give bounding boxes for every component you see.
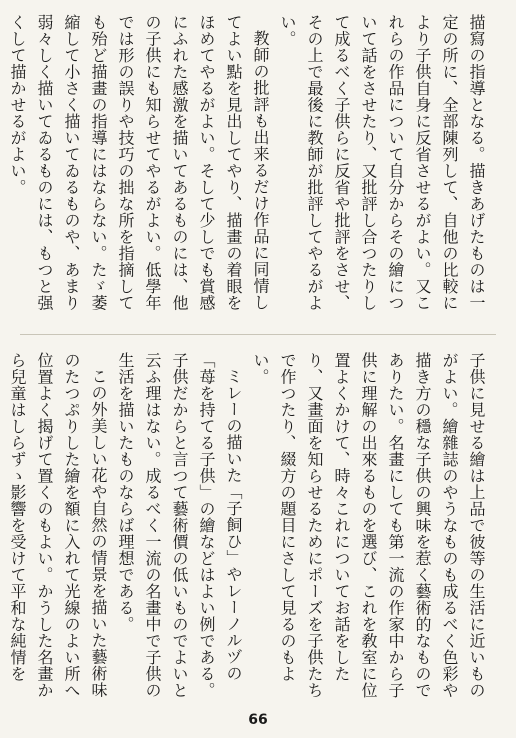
paragraph [0,14,4,314]
paragraph: 描寫の指導となる。描きあげたものは一定の所に、全部陳列して、自他の比較により子供自身に反省させるがよい。又これらの作品について自分からその繪について話をさせたり、又批評し合つたりして成るべく子供らに反省や批評をさせ、その上で最後に教師が批評してやるがよい。 [278,14,486,311]
paragraph: 子供に見せる繪は上品で彼等の生活に近いものがよい。繪雜誌のやうなものも成るべく色彩や描き方の穩な子供の興味を惹く藝術的なものでありたい。名畫にしても第一流の作家中から子供に理解の出來るものを選び、これを敎室に位置よくかけて、時々これについてお話をしたり、又畫面を知らせるためにポーズを子供たちで作つたり、綴方の題目にさして見るのもよい。 [251,352,486,699]
lower-text-block [0,352,490,707]
paragraph: ミレーの描いた「子飼ひ」やレーノルヅの「苺を持てる子供」の繪などはよい例である。子供だからと言つて藝術價の低いものでよいと云ふ理はない。成るべく一流の名畫中で子供の生活を描いたものならば理想である。 [116,352,243,699]
paragraph: この外美しい花や自然の情景を描いた藝術味のたつぷりした繪を額に入れて光線のよい所へ位置よく揭げて置くのもよい。かうした名畫から兒童はしらずゝ影響を受けて平和な純情を [8,352,108,699]
section-divider [20,334,496,335]
paragraph: 教師の批評も出来るだけ作品に同情してよい點を見出してやり、描畫の着眼をほめてやるがよい。そして少しでも賞感にふれた感激を描いてあるものには、他の子供にも知らせてやるがよい。低學年では形の誤りや技巧の拙な所を指摘しても殆ど描畫の指導にはならない。たゞ萎縮して小さく描いてゐるものや、あまり弱々しく描いてゐるものには、もつと强くして描かせるがよい。 [8,14,270,311]
page-number: 66 [248,712,268,728]
upper-text-block [0,14,490,314]
